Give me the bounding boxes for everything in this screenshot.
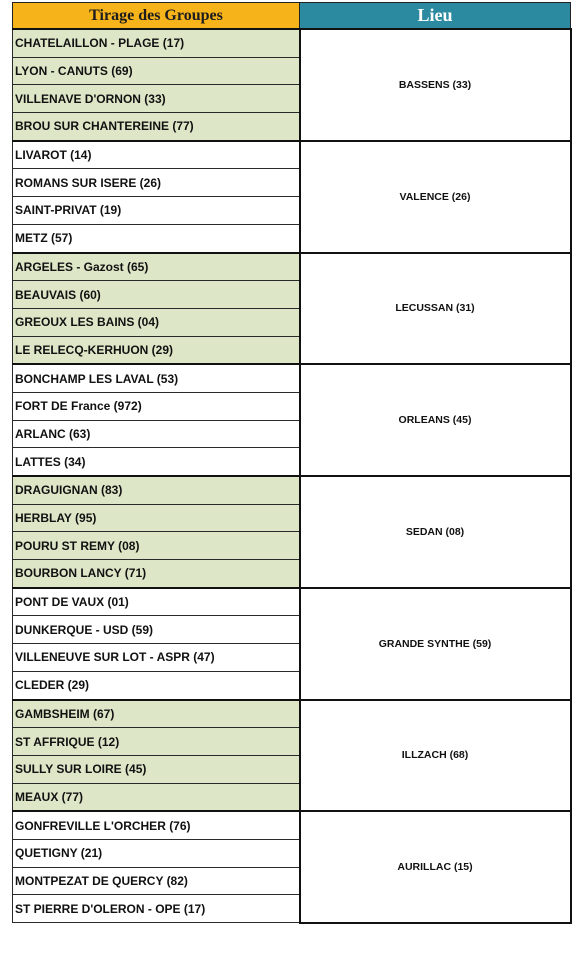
team-name: CLEDER (29) xyxy=(13,671,300,699)
team-name: FORT DE France (972) xyxy=(13,392,300,420)
team-row xyxy=(13,141,571,169)
team-name: SAINT-PRIVAT (19) xyxy=(13,197,300,225)
team-name: LIVAROT (14) xyxy=(13,141,300,169)
team-name: VILLENEUVE SUR LOT - ASPR (47) xyxy=(13,644,300,672)
team-name: BROU SUR CHANTEREINE (77) xyxy=(13,113,300,141)
team-name: ST PIERRE D'OLERON - OPE (17) xyxy=(13,895,300,923)
team-name: BEAUVAIS (60) xyxy=(13,281,300,309)
team-name: MONTPEZAT DE QUERCY (82) xyxy=(13,867,300,895)
team-name: ARLANC (63) xyxy=(13,420,300,448)
table-header-row xyxy=(13,3,571,30)
team-name: GAMBSHEIM (67) xyxy=(13,700,300,728)
header-venue: Lieu xyxy=(300,3,571,30)
team-name: LE RELECQ-KERHUON (29) xyxy=(13,336,300,364)
team-name: GONFREVILLE L'ORCHER (76) xyxy=(13,811,300,839)
group-venue: GRANDE SYNTHE (59) xyxy=(300,588,571,700)
team-name: ARGELES - Gazost (65) xyxy=(13,253,300,281)
team-row xyxy=(13,476,571,504)
team-name: DRAGUIGNAN (83) xyxy=(13,476,300,504)
group-venue: VALENCE (26) xyxy=(300,141,571,253)
team-name: LATTES (34) xyxy=(13,448,300,476)
team-name: GREOUX LES BAINS (04) xyxy=(13,308,300,336)
team-name: ROMANS SUR ISERE (26) xyxy=(13,169,300,197)
group-venue: SEDAN (08) xyxy=(300,476,571,588)
team-name: VILLENAVE D'ORNON (33) xyxy=(13,85,300,113)
group-venue: AURILLAC (15) xyxy=(300,811,571,922)
team-name: QUETIGNY (21) xyxy=(13,839,300,867)
header-groups: Tirage des Groupes xyxy=(13,3,300,30)
team-name: PONT DE VAUX (01) xyxy=(13,588,300,616)
draw-sheet xyxy=(12,2,570,950)
team-row xyxy=(13,588,571,616)
team-name: METZ (57) xyxy=(13,224,300,252)
team-name: CHATELAILLON - PLAGE (17) xyxy=(13,29,300,57)
team-name: SULLY SUR LOIRE (45) xyxy=(13,755,300,783)
team-name: HERBLAY (95) xyxy=(13,504,300,532)
group-venue: LECUSSAN (31) xyxy=(300,253,571,365)
team-row xyxy=(13,700,571,728)
team-row xyxy=(13,29,571,57)
group-venue: ORLEANS (45) xyxy=(300,364,571,476)
team-name: BONCHAMP LES LAVAL (53) xyxy=(13,364,300,392)
group-venue: ILLZACH (68) xyxy=(300,700,571,812)
team-row xyxy=(13,364,571,392)
team-row xyxy=(13,253,571,281)
team-row xyxy=(13,811,571,839)
team-name: ST AFFRIQUE (12) xyxy=(13,728,300,756)
group-draw-table xyxy=(12,2,572,924)
team-name: DUNKERQUE - USD (59) xyxy=(13,616,300,644)
group-venue: BASSENS (33) xyxy=(300,29,571,141)
team-name: LYON - CANUTS (69) xyxy=(13,57,300,85)
draw-body xyxy=(13,29,571,923)
team-name: BOURBON LANCY (71) xyxy=(13,560,300,588)
team-name: POURU ST REMY (08) xyxy=(13,532,300,560)
team-name: MEAUX (77) xyxy=(13,783,300,811)
